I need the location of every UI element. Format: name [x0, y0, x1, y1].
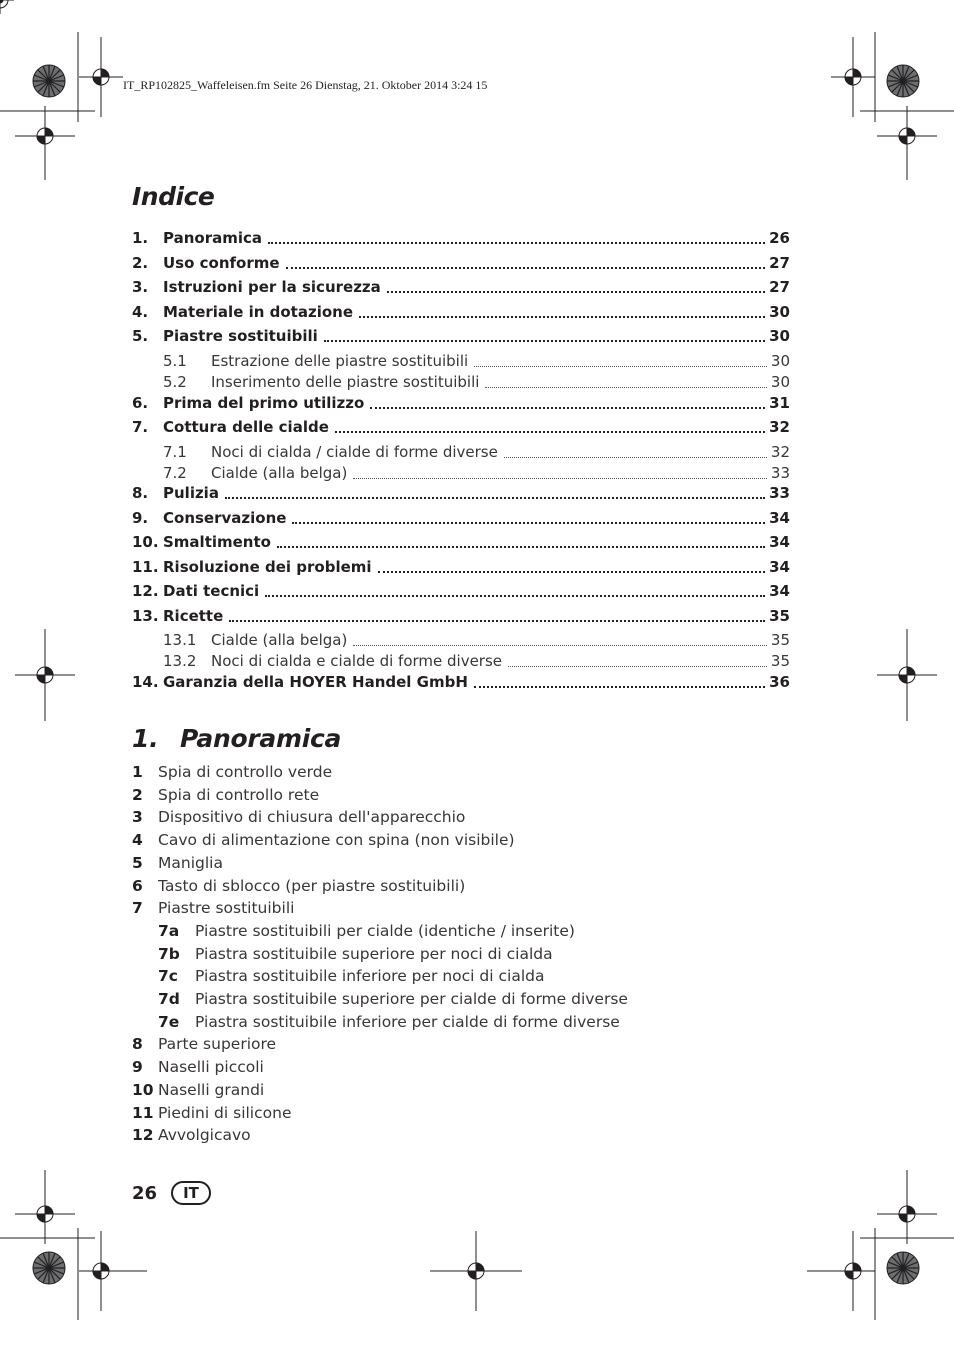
- toc-entry-number: 3.: [132, 278, 149, 296]
- part-number: 3: [132, 808, 143, 826]
- part-number: 6: [132, 877, 143, 895]
- toc-entry-title: Piastre sostituibili: [163, 327, 318, 345]
- toc-entry-title: Noci di cialda / cialde di forme diverse: [211, 443, 498, 461]
- part-description: Piastre sostituibili: [158, 899, 295, 917]
- toc-leader-dots: [508, 666, 767, 667]
- toc-entry-title: Cialde (alla belga): [211, 464, 348, 482]
- toc-entry-title: Uso conforme: [163, 254, 280, 272]
- part-description: Piastra sostituibile superiore per noci di cialda: [195, 945, 553, 963]
- toc-leader-dots: [370, 407, 765, 409]
- toc-entry-number: 5.2: [163, 373, 187, 391]
- toc-leader-dots: [292, 522, 765, 524]
- toc-entry-page: 30: [769, 303, 790, 321]
- toc-entry-page: 33: [770, 464, 790, 482]
- part-number: 7a: [158, 922, 180, 940]
- toc-entry-title: Ricette: [163, 607, 224, 625]
- toc-entry: [132, 486, 790, 501]
- toc-leader-dots: [504, 457, 767, 458]
- toc-entry-title: Istruzioni per la sicurezza: [163, 278, 381, 296]
- toc-entry-page: 36: [769, 673, 790, 691]
- part-item: [132, 763, 332, 781]
- toc-entry-page: 34: [769, 509, 790, 527]
- part-number: 7d: [158, 990, 180, 1008]
- toc-entry: [132, 584, 790, 599]
- toc-entry-number: 7.: [132, 418, 149, 436]
- toc-entry-number: 8.: [132, 484, 149, 502]
- toc-entry-title: Materiale in dotazione: [163, 303, 353, 321]
- part-description: Spia di controllo verde: [158, 763, 333, 781]
- toc-entry-title: Panoramica: [163, 229, 263, 247]
- toc-entry: [132, 231, 790, 246]
- toc-entry-page: 35: [770, 631, 790, 649]
- toc-entry-page: 30: [770, 352, 790, 370]
- section-heading-overview: [132, 724, 341, 753]
- part-description: Spia di controllo rete: [158, 786, 320, 804]
- toc-entry: [132, 375, 790, 390]
- part-item: [132, 1081, 264, 1099]
- toc-leader-dots: [359, 316, 765, 318]
- toc-entry-number: 6.: [132, 394, 149, 412]
- part-item: [132, 990, 628, 1008]
- part-description: Naselli piccoli: [158, 1058, 264, 1076]
- toc-leader-dots: [268, 242, 765, 244]
- toc-entry: [132, 420, 790, 435]
- part-description: Naselli grandi: [158, 1081, 265, 1099]
- toc-entry: [132, 675, 790, 690]
- toc-entry-number: 1.: [132, 229, 149, 247]
- toc-heading: Indice: [132, 182, 215, 211]
- part-description: Piastra sostituibile superiore per cialde di forme diverse: [195, 990, 628, 1008]
- toc-entry-page: 31: [769, 394, 790, 412]
- toc-entry: [132, 256, 790, 271]
- page-number: 26: [132, 1183, 158, 1204]
- toc-entry-number: 12.: [132, 582, 159, 600]
- part-item: [132, 854, 223, 872]
- part-item: [132, 786, 319, 804]
- toc-entry-page: 30: [769, 327, 790, 345]
- toc-leader-dots: [387, 291, 765, 293]
- toc-entry-title: Conservazione: [163, 509, 287, 527]
- part-description: Piastra sostituibile inferiore per noci di cialda: [195, 967, 545, 985]
- toc-entry-page: 27: [769, 254, 790, 272]
- part-description: Avvolgicavo: [158, 1126, 251, 1144]
- toc-entry: [132, 560, 790, 575]
- part-item: [132, 1058, 264, 1076]
- part-number: 8: [132, 1035, 143, 1053]
- toc-entry: [132, 535, 790, 550]
- part-number: 4: [132, 831, 143, 849]
- part-item: [132, 967, 544, 985]
- part-description: Dispositivo di chiusura dell'apparecchio: [158, 808, 466, 826]
- toc-leader-dots: [225, 497, 765, 499]
- toc-entry-title: Dati tecnici: [163, 582, 260, 600]
- toc-entry: [132, 466, 790, 481]
- part-number: 9: [132, 1058, 143, 1076]
- toc-entry-number: 14.: [132, 673, 159, 691]
- part-number: 7: [132, 899, 143, 917]
- toc-entry: [132, 396, 790, 411]
- part-item: [132, 1035, 276, 1053]
- toc-entry-title: Estrazione delle piastre sostituibili: [211, 352, 469, 370]
- part-description: Piastra sostituibile inferiore per cialde di forme diverse: [195, 1013, 620, 1031]
- toc-entry: [132, 609, 790, 624]
- part-item: [132, 831, 515, 849]
- toc-leader-dots: [286, 267, 766, 269]
- print-header: IT_RP102825_Waffeleisen.fm Seite 26 Dienstag, 21. Oktober 2014 3:24 15: [123, 78, 488, 92]
- section-title: Panoramica: [180, 724, 342, 753]
- toc-leader-dots: [335, 431, 765, 433]
- toc-entry-page: 30: [770, 373, 790, 391]
- toc-entry-page: 32: [769, 418, 790, 436]
- part-number: 7c: [158, 967, 178, 985]
- toc-entry-page: 26: [769, 229, 790, 247]
- toc-leader-dots: [353, 478, 767, 479]
- part-description: Piedini di silicone: [158, 1104, 292, 1122]
- toc-leader-dots: [229, 620, 765, 622]
- part-item: [132, 1126, 251, 1144]
- part-number: 7b: [158, 945, 180, 963]
- toc-leader-dots: [324, 340, 765, 342]
- part-number: 5: [132, 854, 143, 872]
- part-item: [132, 945, 553, 963]
- toc-entry: [132, 633, 790, 648]
- toc-entry: [132, 654, 790, 669]
- part-description: Maniglia: [158, 854, 223, 872]
- toc-leader-dots: [378, 571, 766, 573]
- part-description: Piastre sostituibili per cialde (identiche / inserite): [195, 922, 575, 940]
- toc-entry-number: 2.: [132, 254, 149, 272]
- toc-entry-number: 13.: [132, 607, 159, 625]
- toc-entry-title: Garanzia della HOYER Handel GmbH: [163, 673, 468, 691]
- toc-leader-dots: [474, 366, 767, 367]
- part-description: Parte superiore: [158, 1035, 277, 1053]
- part-item: [132, 1013, 620, 1031]
- part-number: 10: [132, 1081, 154, 1099]
- part-item: [132, 808, 465, 826]
- toc-leader-dots: [474, 686, 765, 688]
- toc-leader-dots: [353, 645, 767, 646]
- part-number: 2: [132, 786, 143, 804]
- toc-entry-page: 34: [769, 558, 790, 576]
- part-description: Tasto di sblocco (per piastre sostituibili): [158, 877, 466, 895]
- toc-entry-number: 13.2: [163, 652, 197, 670]
- toc-entry: [132, 280, 790, 295]
- toc-entry-number: 9.: [132, 509, 149, 527]
- toc-entry: [132, 445, 790, 460]
- part-number: 12: [132, 1126, 154, 1144]
- toc-entry-page: 35: [770, 652, 790, 670]
- toc-entry-number: 7.2: [163, 464, 187, 482]
- toc-entry-page: 27: [769, 278, 790, 296]
- toc-entry-page: 35: [769, 607, 790, 625]
- part-item: [132, 877, 465, 895]
- toc-entry-title: Prima del primo utilizzo: [163, 394, 365, 412]
- toc-entry: [132, 329, 790, 344]
- part-number: 7e: [158, 1013, 180, 1031]
- toc-entry-number: 13.1: [163, 631, 197, 649]
- toc-entry-page: 34: [769, 533, 790, 551]
- section-number: 1.: [132, 724, 159, 753]
- toc-leader-dots: [485, 387, 766, 388]
- toc-entry-page: 33: [769, 484, 790, 502]
- part-item: [132, 1104, 291, 1122]
- toc-entry-number: 7.1: [163, 443, 187, 461]
- toc-entry-page: 34: [769, 582, 790, 600]
- part-number: 11: [132, 1104, 154, 1122]
- part-item: [132, 922, 575, 940]
- toc-entry-number: 5.1: [163, 352, 187, 370]
- toc-entry-number: 4.: [132, 303, 149, 321]
- toc-leader-dots: [265, 595, 765, 597]
- part-number: 1: [132, 763, 143, 781]
- toc-entry-title: Risoluzione dei problemi: [163, 558, 372, 576]
- toc-entry: [132, 305, 790, 320]
- part-item: [132, 899, 294, 917]
- toc-entry-title: Pulizia: [163, 484, 219, 502]
- toc-entry-number: 5.: [132, 327, 149, 345]
- language-badge: IT: [171, 1181, 211, 1205]
- toc-entry-number: 10.: [132, 533, 159, 551]
- toc-leader-dots: [277, 546, 765, 548]
- toc-entry-title: Inserimento delle piastre sostituibili: [211, 373, 480, 391]
- part-description: Cavo di alimentazione con spina (non visibile): [158, 831, 515, 849]
- toc-entry-title: Smaltimento: [163, 533, 271, 551]
- toc-entry-title: Cialde (alla belga): [211, 631, 348, 649]
- toc-entry: [132, 511, 790, 526]
- toc-entry-title: Noci di cialda e cialde di forme diverse: [211, 652, 503, 670]
- toc-entry: [132, 354, 790, 369]
- toc-entry-number: 11.: [132, 558, 159, 576]
- toc-entry-title: Cottura delle cialde: [163, 418, 329, 436]
- toc-entry-page: 32: [770, 443, 790, 461]
